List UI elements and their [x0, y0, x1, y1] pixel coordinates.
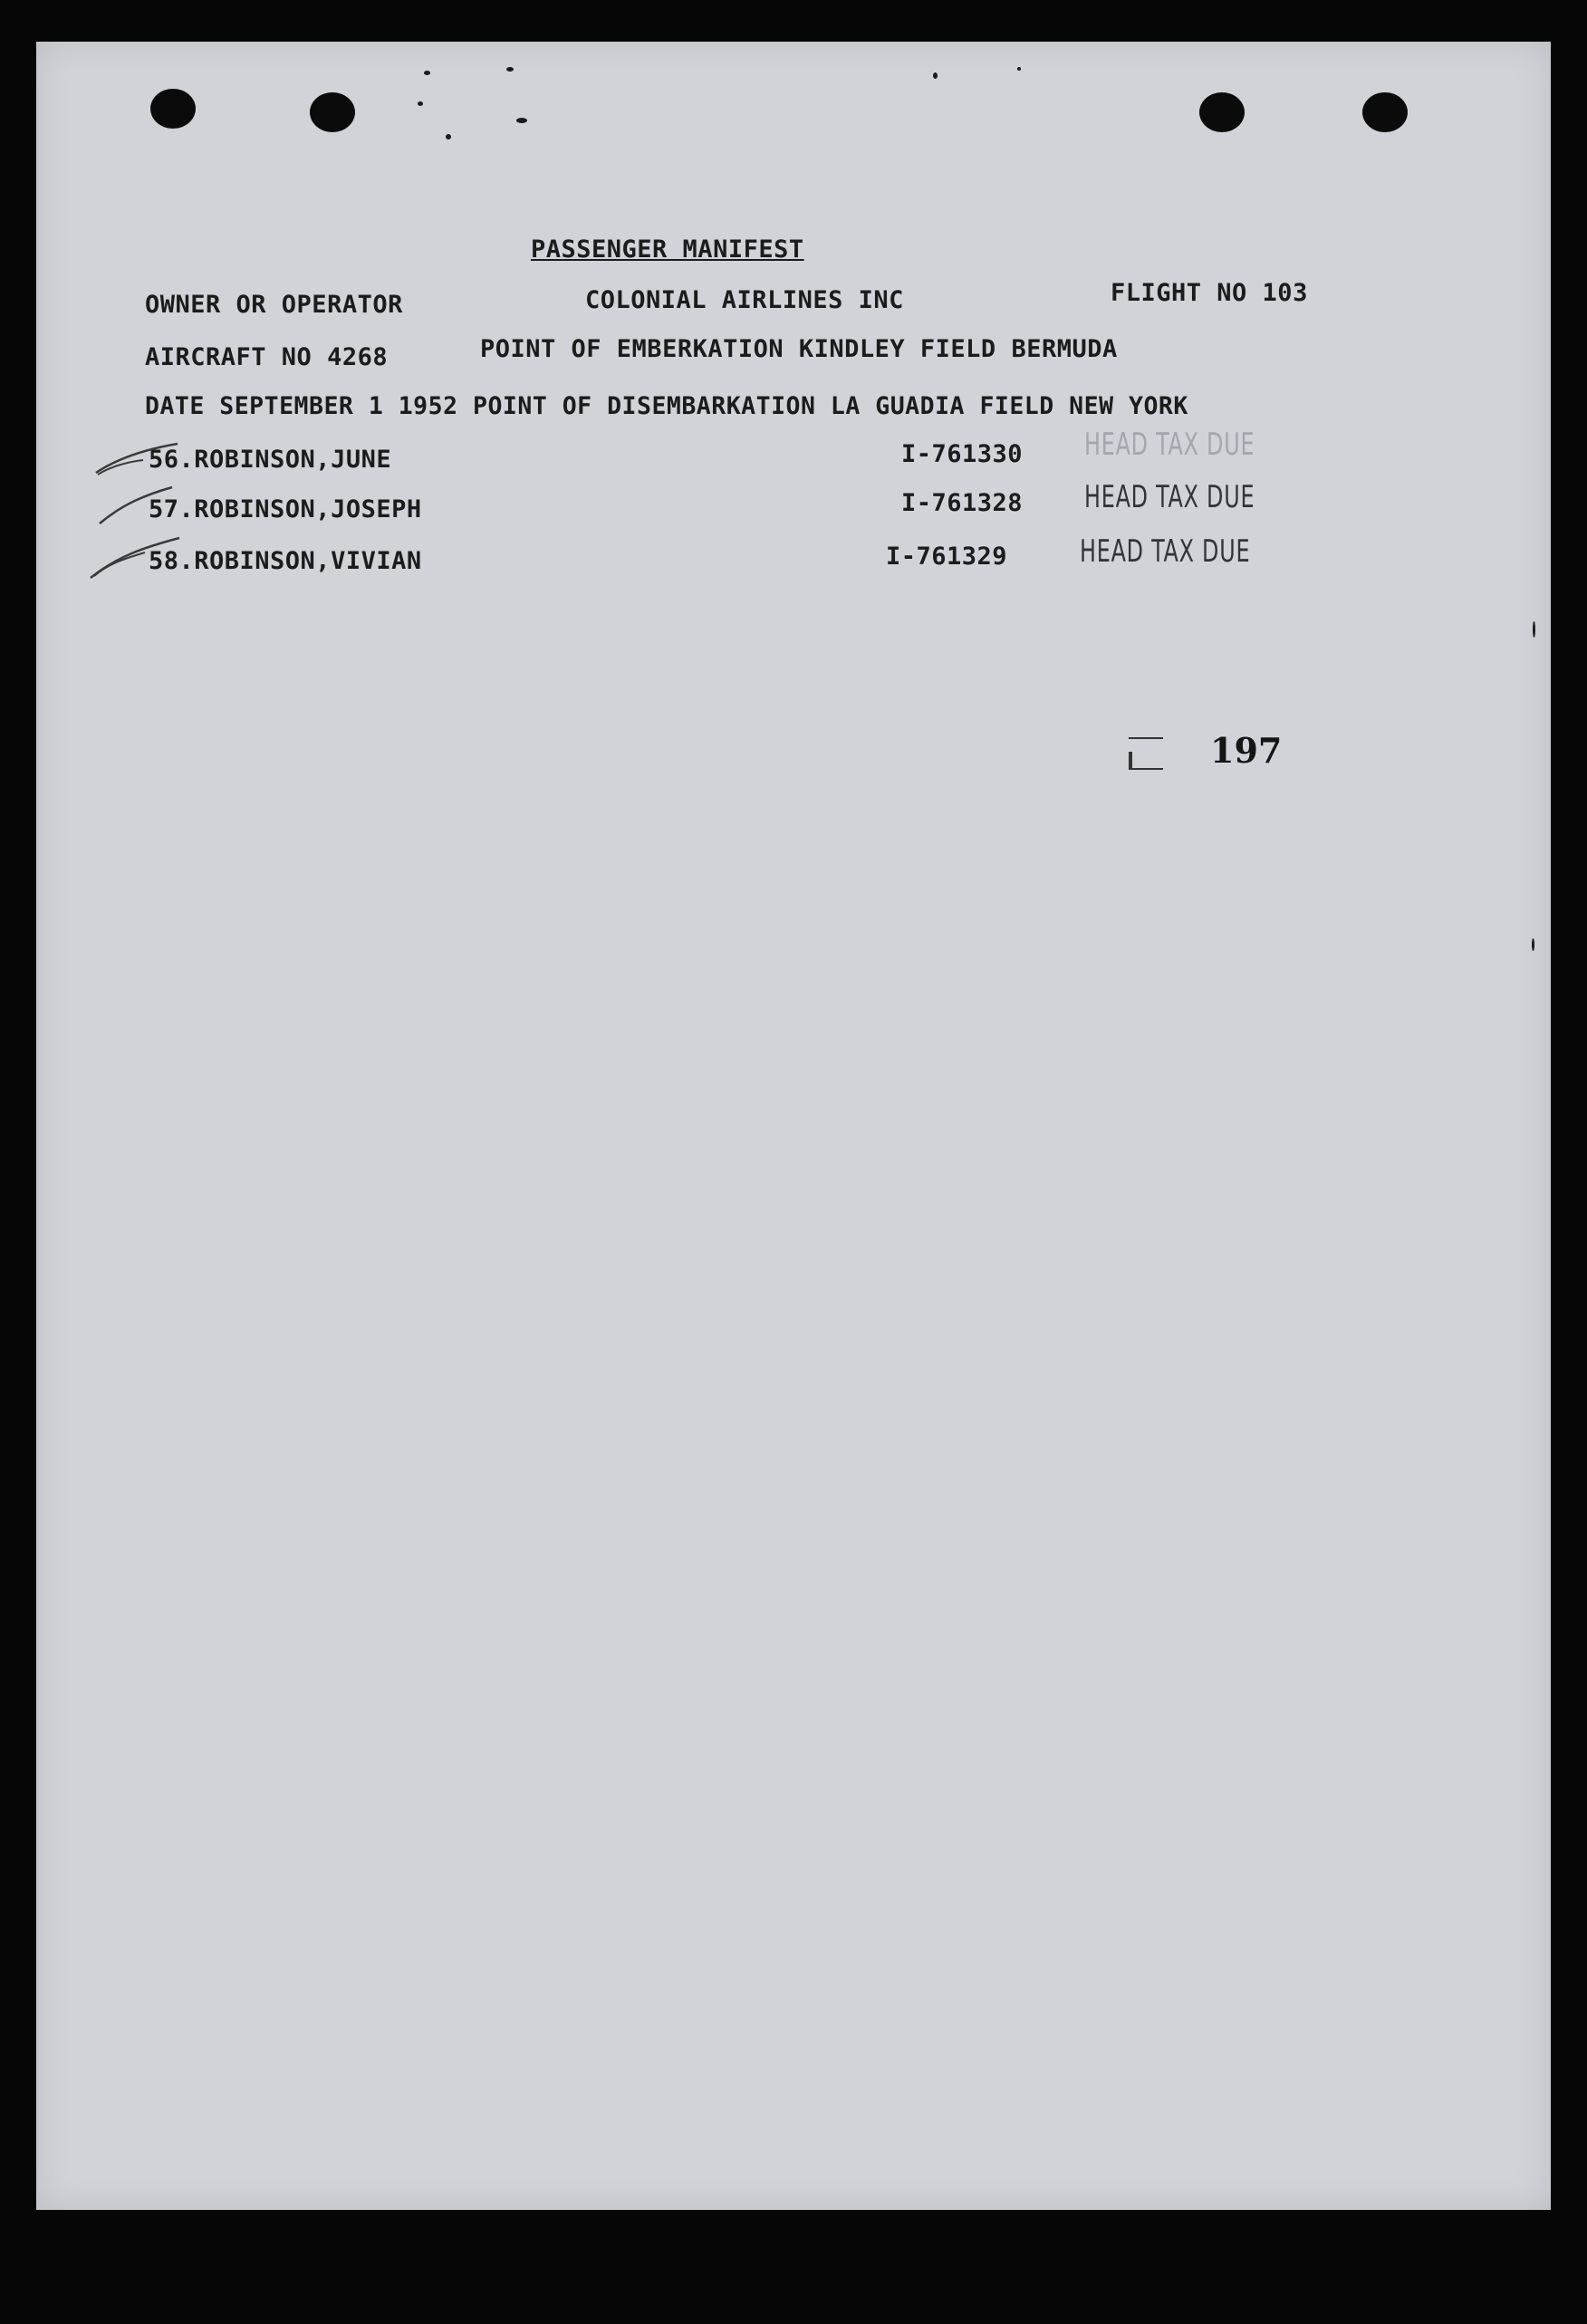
passenger-id: I-761328 — [901, 489, 1024, 517]
tick-mark — [1129, 737, 1163, 739]
speck — [516, 118, 527, 123]
date-disembarkation-line: DATE SEPTEMBER 1 1952 POINT OF DISEMBARKATION LA GUADIA FIELD NEW YORK — [145, 392, 1188, 420]
speck — [1533, 621, 1535, 638]
speck — [506, 67, 514, 72]
punch-hole — [1199, 92, 1245, 132]
passenger-line: 57.ROBINSON,JOSEPH — [149, 495, 422, 523]
page-number: 197 — [1210, 730, 1283, 771]
head-tax-stamp: HEAD TAX DUE — [1080, 533, 1251, 570]
passenger-id: I-761329 — [886, 543, 1008, 571]
speck — [1017, 67, 1021, 71]
operator-name: COLONIAL AIRLINES INC — [585, 286, 904, 314]
tick-mark — [1129, 752, 1132, 768]
speck — [424, 71, 430, 75]
head-tax-stamp: HEAD TAX DUE — [1084, 479, 1255, 515]
speck — [446, 134, 451, 139]
punch-hole — [150, 89, 196, 129]
passenger-line: 58.ROBINSON,VIVIAN — [149, 547, 422, 575]
document-title: PASSENGER MANIFEST — [531, 235, 804, 264]
owner-label: OWNER OR OPERATOR — [145, 291, 403, 319]
embarkation-point: POINT OF EMBERKATION KINDLEY FIELD BERMUDA — [480, 335, 1118, 363]
handwritten-check-mark — [91, 440, 199, 585]
tick-mark — [1129, 768, 1163, 770]
passenger-id: I-761330 — [901, 440, 1024, 468]
speck — [933, 72, 938, 79]
head-tax-stamp: HEAD TAX DUE — [1084, 427, 1255, 463]
punch-hole — [310, 92, 355, 132]
speck — [418, 101, 423, 106]
passenger-line: 56.ROBINSON,JUNE — [149, 446, 392, 474]
flight-number: FLIGHT NO 103 — [1111, 279, 1308, 307]
punch-hole — [1362, 92, 1408, 132]
aircraft-number: AIRCRAFT NO 4268 — [145, 343, 389, 371]
manifest-sheet — [36, 42, 1551, 2210]
speck — [1532, 938, 1534, 951]
